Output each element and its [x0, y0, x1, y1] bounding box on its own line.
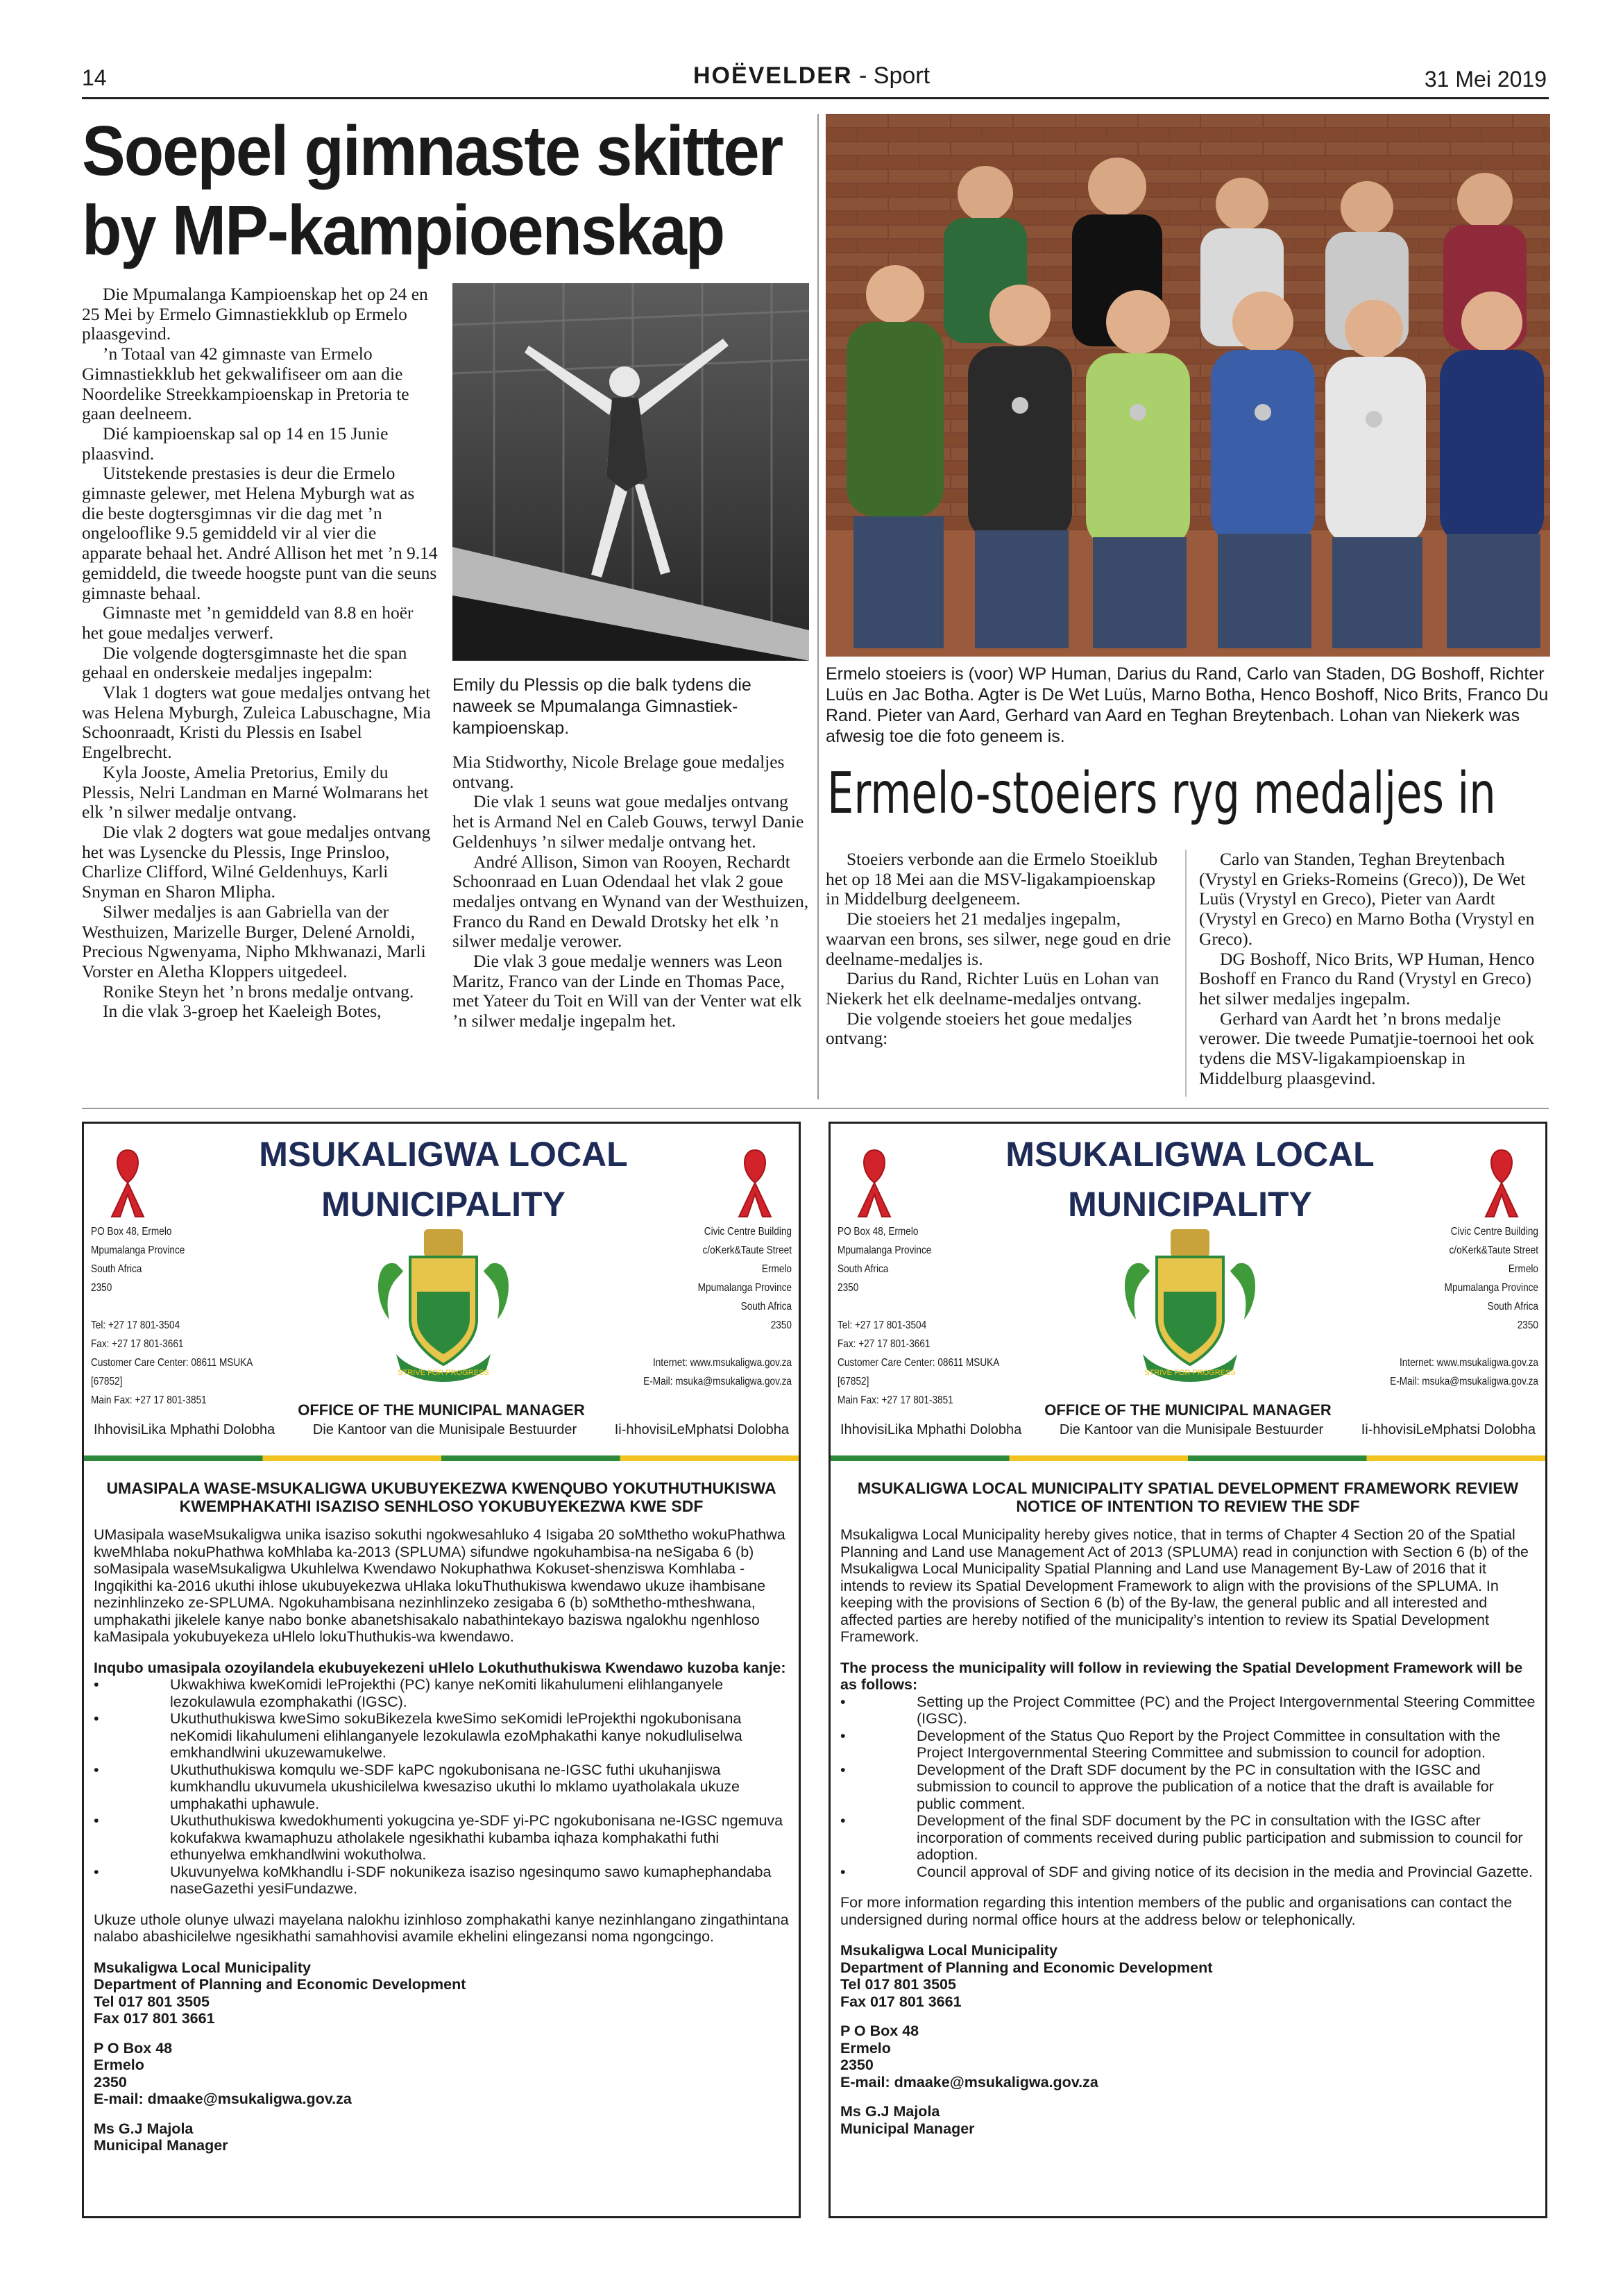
address-line: Civic Centre Building — [1450, 1226, 1538, 1238]
article2-column-2 — [1199, 850, 1546, 1088]
paragraph: Darius du Rand, Richter Luüs en Lohan van Niekerk het elk deelname-medaljes ontvang. — [826, 968, 1159, 1008]
notice-intro: Msukaligwa Local Municipality hereby gives notice, that in terms of Chapter 4 Section 20 of the Spatial Planning and Land use Management Act of 2013 (SPLUMA) read in conjunction with Section 6 (b) of the Msukaligwa Local Municipality Spatial Planning and Land use Management By-Law of 2016 that it intends to review its Spatial Development Framework to align with the provisions of the SPLUMA. In keeping with the provisions of Section 6 (b) of the By-law, the general public and all interested and affected parties are hereby notified of the municipality’s intention to review its Spatial Development Framework. — [840, 1526, 1529, 1645]
wrestlers-photo — [826, 114, 1550, 657]
paragraph: Uitstekende prestasies is deur die Ermelo gimnaste gelewer, met Helena Myburgh wat as die beste dogtersgimnas vir die dag met ’n ongelooflike 9.5 gemiddeld vir al vier die apparate behaal het. André Allison het met ’n 9.14 gemiddeld, die tweede hoogste punt van die seuns gimnaste behaal. — [82, 463, 438, 603]
list-item: • Ukwakhiwa kweKomidi leProjekthi (PC) kanye neKomiti likahulumeni elihlanganyele lezokulawula ezomphakathi (IGSC). — [94, 1676, 789, 1710]
paragraph: Silwer medaljes is aan Gabriella van der Westhuizen, Marizelle Burger, Delené Arnoldi, Precious Ngwenyama, Nipho Mkhwanazi, Marli Vorster en Aletha Kloppers uitgedeel. — [82, 901, 426, 981]
translation: Ii-hhovisiLeMphatsi Dolobha — [614, 1422, 789, 1437]
municipal-crest-icon — [368, 1215, 518, 1389]
color-bar — [831, 1455, 1545, 1461]
article1-column-2 — [452, 752, 809, 1031]
address-line: South Africa — [838, 1263, 889, 1275]
address-line: 2350 — [838, 1282, 859, 1294]
street-address — [1350, 1222, 1538, 1391]
paragraph: Gimnaste met ’n gemiddeld van 8.8 en hoër het goue medaljes verwerf. — [82, 602, 414, 643]
address-line: South Africa — [91, 1263, 142, 1275]
website: Internet: www.msukaligwa.gov.za — [1399, 1357, 1538, 1369]
notice-intro: UMasipala waseMsukaligwa unika isaziso sokuthi ngokwesahluko 4 Isigaba 20 soMthetho wokuPhathwa kweMhlaba nokuPhathwa koMhlaba ka-2013 (SPLUMA) sifundwe ngokuhambisa-na neSigaba 6 (b) soMasipala waseMsukaligwa Ukuhlelwa Kwendawo Nokuphathwa Kokuset-shenziswa Komhlaba -Ingqikithi ka-2016 ukuthi ihlose ukubuyekezwa uHlaka lokuThuthukiswa kwendawo ukuze ihambisane nezinhlinzeko ze-SPLUMA. Ngokuhambisana nezinhlinzeko zesigaba 6 (b) soMthetho-mtheshwana, umphakathi jikelele kanye nabo bonke abanetshisakalo nabathintekayo baziswa ngalokhu ngenhloso kaMasipala yokubuyekeza uHlelo lokuThuthukis-wa kwendawo. — [94, 1526, 785, 1645]
address-line: South Africa — [740, 1301, 792, 1312]
paragraph: André Allison, Simon van Rooyen, Rechardt Schoonraad en Luan Odendaal het vlak 2 goue medaljes ontvang en Wynand van der Westhuizen, Franco du Rand en Dewald Drotsky het elk ’n silwer medalje verower. — [452, 851, 809, 952]
notice-english — [829, 1122, 1547, 2218]
municipal-crest-icon — [1115, 1215, 1265, 1389]
address-line: Mpumalanga Province — [697, 1282, 792, 1294]
list-item: • Development of the final SDF document by the PC in consultation with the IGSC after incorporation of comments received during public participation and submission to council for adoption. — [840, 1812, 1536, 1864]
address-line: PO Box 48, Ermelo — [91, 1226, 172, 1238]
address-line: Main Fax: +27 17 801-3851 — [838, 1394, 953, 1406]
list-item: • Ukuthuthukiswa kweSimo sokuBikezela kweSimo seKomidi leProjekthi ngokubonisana neKomidi likahulumeni elihlanganyele lezokulawla ezoMphakathi kanye nokudluliselwa emkhandlwini ukuzewamukelwe. — [94, 1710, 789, 1762]
paragraph: Die volgende stoeiers het goue medaljes ontvang: — [826, 1008, 1132, 1049]
address-line: Main Fax: +27 17 801-3851 — [91, 1394, 207, 1406]
color-bar — [84, 1455, 799, 1461]
office-title-translations — [94, 1422, 789, 1438]
page-number: 14 — [82, 65, 107, 90]
municipality-name — [955, 1129, 1425, 1229]
notice-body — [840, 1479, 1536, 2150]
address-line: PO Box 48, Ermelo — [838, 1226, 919, 1238]
notice-body — [94, 1479, 789, 2167]
translation: IhhovisiLika Mphathi Dolobha — [840, 1422, 1022, 1437]
process-title: Inqubo umasipala ozoyilandela ekubuyekezeni uHlelo Lokuthuthukiswa Kwendawo kuzoba kanje: — [94, 1659, 786, 1676]
process-steps — [840, 1694, 1536, 1881]
translation: IhhovisiLika Mphathi Dolobha — [94, 1422, 275, 1437]
header-rule — [82, 97, 1549, 99]
translation: Die Kantoor van die Munisipale Bestuurder — [1059, 1422, 1324, 1437]
address-line: Fax: +27 17 801-3661 — [838, 1338, 931, 1350]
awareness-ribbon-icon — [1477, 1145, 1526, 1221]
paragraph: Die vlak 2 dogters wat goue medaljes ontvang het was Lysencke du Plessis, Inge Prinsloo, Charlize Clifford, Wilné Geldenhuys, Karli Snyman en Sharon Mlipha. — [82, 821, 431, 902]
address-line: South Africa — [1487, 1301, 1538, 1312]
office-title: OFFICE OF THE MUNICIPAL MANAGER — [298, 1401, 585, 1419]
postal-block: P O Box 48 Ermelo 2350 E-mail: dmaake@msukaligwa.gov.za — [94, 2039, 352, 2107]
address-line: c/oKerk&Taute Street — [1449, 1244, 1538, 1256]
office-title: OFFICE OF THE MUNICIPAL MANAGER — [1044, 1401, 1332, 1419]
paragraph: Die volgende dogtersgimnaste het die span gehaal en onderskeie medaljes ingepalm: — [82, 642, 407, 683]
paragraph: Die Mpumalanga Kampioenskap het op 24 en 25 Mei by Ermelo Gimnastiekklub op Ermelo plaasgevind. — [82, 284, 428, 344]
masthead — [0, 62, 1623, 90]
article1-headline: Soepel gimnaste skitter by MP-kampioenskap — [82, 111, 783, 269]
paragraph: DG Boshoff, Nico Brits, WP Human, Henco Boshoff en Franco du Rand (Vrystyl en Greco) het silwer medaljes ingepalm. — [1199, 948, 1535, 1008]
article2-headline: Ermelo-stoeiers ryg medaljes in — [827, 761, 1496, 827]
section-name: - Sport — [852, 62, 931, 89]
address-line: 2350 — [1517, 1319, 1538, 1331]
notice-zulu — [82, 1122, 801, 2218]
municipality-name-line2: MUNICIPALITY — [1068, 1185, 1312, 1224]
section-divider — [82, 1108, 1549, 1109]
postal-address — [838, 1222, 1026, 1410]
paragraph: Die vlak 3 goue medalje wenners was Leon Maritz, Franco van der Linde en Thomas Pace, met Yateer du Toit en Will van der Venter wat elk ’n silwer medalje ingepalm het. — [452, 951, 802, 1031]
column-divider — [1185, 850, 1187, 1097]
notice-closing: For more information regarding this intention members of the public and organisations can contact the undersigned during normal office hours at the address below or telephonically. — [840, 1894, 1513, 1928]
address-line: Tel: +27 17 801-3504 — [838, 1319, 927, 1331]
translation: Ii-hhovisiLeMphatsi Dolobha — [1361, 1422, 1536, 1437]
address-line: Customer Care Center: 08611 MSUKA [67852] — [838, 1357, 999, 1387]
notice-title: MSUKALIGWA LOCAL MUNICIPALITY SPATIAL DEVELOPMENT FRAMEWORK REVIEW NOTICE OF INTENTION TO REVIEW THE SDF — [857, 1479, 1519, 1515]
article1-column-1 — [82, 285, 439, 1022]
wrestlers-photo-caption: Ermelo stoeiers is (voor) WP Human, Darius du Rand, Carlo van Staden, DG Boshoff, Richter Luüs en Jac Botha. Agter is De Wet Luüs, Marno Botha, Henco Boshoff, Nico Brits, Franco Du Rand. Pieter van Aard, Gerhard van Aard en Teghan Breytenbach. Lohan van Niekerk was afwesig toe die foto geneem is. — [826, 664, 1549, 746]
municipality-name-line2: MUNICIPALITY — [321, 1185, 566, 1224]
paragraph: Die stoeiers het 21 medaljes ingepalm, waarvan een brons, ses silwer, nege goud en drie deelname-medaljes is. — [826, 909, 1171, 969]
list-item: • Ukuthuthukiswa komqulu we-SDF kaPC ngokubonisana ne-IGSC futhi ukuhanjiswa kumkhandlu ukuvumela ukushicilelwa kwesaziso ukuthi lo mklamo uyatholakala ukuze umphakathi uphawule. — [94, 1762, 789, 1813]
contact-block: Msukaligwa Local Municipality Department of Planning and Economic Development Tel 017 801 3505 Fax 017 801 3661 — [840, 1942, 1213, 2010]
gymnast-photo-image — [452, 283, 809, 661]
crest-motto: STRIVE FOR PROGRESS — [1144, 1369, 1236, 1377]
address-line: Fax: +27 17 801-3661 — [91, 1338, 184, 1350]
paragraph: Mia Stidworthy, Nicole Brelage goue medaljes ontvang. — [452, 752, 785, 792]
list-item: • Ukuthuthukiswa kwedokhumenti yokugcina ye-SDF yi-PC ngokubonisana ne-IGSC ngemuva kokufakwa kwamaphuzu atholakele ngesikhathi kubamba iqhaza komphakathi futhi ethunyelwa emkhandlwini wokutholwa. — [94, 1812, 789, 1864]
contact-block: Msukaligwa Local Municipality Department of Planning and Economic Development Tel 017 801 3505 Fax 017 801 3661 — [94, 1959, 466, 2027]
article2-column-1 — [826, 850, 1173, 1049]
address-line: 2350 — [91, 1282, 112, 1294]
municipality-name-line1: MSUKALIGWA LOCAL — [1005, 1135, 1375, 1174]
notice-title: UMASIPALA WASE-MSUKALIGWA UKUBUYEKEZWA KWENQUBO YOKUTHUTHUKISWA KWEMPHAKATHI ISAZISO SENHLOSO YOKUBUYEKEZWA KWE SDF — [106, 1479, 776, 1515]
street-address — [603, 1222, 792, 1391]
awareness-ribbon-icon — [850, 1145, 899, 1221]
postal-block: P O Box 48 Ermelo 2350 E-mail: dmaake@msukaligwa.gov.za — [840, 2023, 1098, 2091]
gymnast-photo — [452, 283, 809, 661]
address-line: Customer Care Center: 08611 MSUKA [67852] — [91, 1357, 253, 1387]
address-line: Civic Centre Building — [704, 1226, 792, 1238]
office-title-translations — [840, 1422, 1536, 1438]
paragraph: Gerhard van Aardt het ’n brons medalje verower. Die tweede Pumatjie-toernooi het ook tydens die MSV-ligakampioenskap in Middelburg plaasgevind. — [1199, 1008, 1534, 1088]
awareness-ribbon-icon — [103, 1145, 152, 1221]
paragraph: Ronike Steyn het ’n brons medalje ontvang. — [103, 981, 414, 1002]
list-item: • Council approval of SDF and giving notice of its decision in the media and Provincial Gazette. — [840, 1864, 1536, 1881]
paragraph: Stoeiers verbonde aan die Ermelo Stoeiklub het op 18 Mei aan die MSV-ligakampioenskap in Middelburg deelgeneem. — [826, 849, 1158, 909]
postal-address — [91, 1222, 280, 1410]
process-title: The process the municipality will follow in reviewing the Spatial Development Framework will be as follows: — [840, 1659, 1523, 1693]
issue-date: 31 Mei 2019 — [1424, 67, 1547, 92]
process-steps — [94, 1676, 789, 1898]
paragraph: Vlak 1 dogters wat goue medaljes ontvang het was Helena Myburgh, Zuleica Labuschagne, Mia Schoonraadt, Kristi du Plessis en Isabel Engelbrecht. — [82, 682, 431, 763]
gymnast-photo-caption: Emily du Plessis op die balk tydens die naweek se Mpumalanga Gimnastiek-kampioenskap. — [452, 675, 751, 738]
translation: Die Kantoor van die Munisipale Bestuurder — [312, 1422, 577, 1437]
address-line: Ermelo — [761, 1263, 792, 1275]
paragraph: Kyla Jooste, Amelia Pretorius, Emily du Plessis, Nelri Landman en Marné Wolmarans het elk ’n silwer medalje ontvang. — [82, 761, 429, 822]
address-line: Tel: +27 17 801-3504 — [91, 1319, 180, 1331]
municipality-name — [209, 1129, 678, 1229]
list-item: • Ukuvunyelwa koMkhandlu i-SDF nokunikeza isaziso ngesinqumo sawo kumaphephandaba naseGazethi yesiFundazwe. — [94, 1864, 789, 1898]
paragraph: Die vlak 1 seuns wat goue medaljes ontvang het is Armand Nel en Caleb Gouws, terwyl Danie Geldenhuys ’n silwer medalje ontvang het. — [452, 791, 804, 852]
column-divider — [817, 114, 819, 1099]
list-item: • Development of the Draft SDF document by the PC in consultation with the IGSC and submission to council to approve the publication of a notice that the draft is available for public comment. — [840, 1762, 1536, 1813]
signatory: Ms G.J Majola Municipal Manager — [94, 2120, 228, 2154]
list-item: • Development of the Status Quo Report by the Project Committee in consultation with the Project Intergovernmental Steering Committee and submission to council for adoption. — [840, 1728, 1536, 1762]
masthead-title: HOËVELDER — [692, 62, 853, 89]
address-line: 2350 — [770, 1319, 792, 1331]
wrestlers-photo-image — [826, 114, 1550, 657]
address-line: Ermelo — [1508, 1263, 1538, 1275]
paragraph: In die vlak 3-groep het Kaeleigh Botes, — [103, 1001, 382, 1022]
email: E-Mail: msuka@msukaligwa.gov.za — [1390, 1376, 1538, 1387]
paragraph: Carlo van Standen, Teghan Breytenbach (Vrystyl en Grieks-Romeins (Greco)), De Wet Luüs (Vrystyl en Greco), Pieter van Aardt (Vrystyl en Greco) en Marno Botha (Vrystyl en Greco). — [1199, 849, 1535, 949]
crest-motto: STRIVE FOR PROGRESS — [398, 1369, 489, 1377]
address-line: Mpumalanga Province — [91, 1244, 185, 1256]
email: E-Mail: msuka@msukaligwa.gov.za — [643, 1376, 792, 1387]
paragraph: ’n Totaal van 42 gimnaste van Ermelo Gimnastiekklub het gekwalifiseer om aan die Noordelike Streekkampioenskap in Pretoria te gaan deelneem. — [82, 344, 409, 424]
notice-closing: Ukuze uthole olunye ulwazi mayelana nalokhu izinhloso zomphakathi kanye nezinhlangano zingathintana nalabo abashicilelwe ngesikhathi samahhovisi avamile ekhelini elingezansi noma ngongcingo. — [94, 1911, 789, 1945]
paragraph: Dié kampioenskap sal op 14 en 15 Junie plaasvind. — [82, 423, 389, 464]
signatory: Ms G.J Majola Municipal Manager — [840, 2103, 975, 2137]
address-line: c/oKerk&Taute Street — [702, 1244, 792, 1256]
website: Internet: www.msukaligwa.gov.za — [652, 1357, 792, 1369]
municipality-name-line1: MSUKALIGWA LOCAL — [259, 1135, 628, 1174]
address-line: Mpumalanga Province — [838, 1244, 932, 1256]
list-item: • Setting up the Project Committee (PC) and the Project Intergovernmental Steering Committee (IGSC). — [840, 1694, 1536, 1728]
address-line: Mpumalanga Province — [1444, 1282, 1538, 1294]
awareness-ribbon-icon — [731, 1145, 779, 1221]
